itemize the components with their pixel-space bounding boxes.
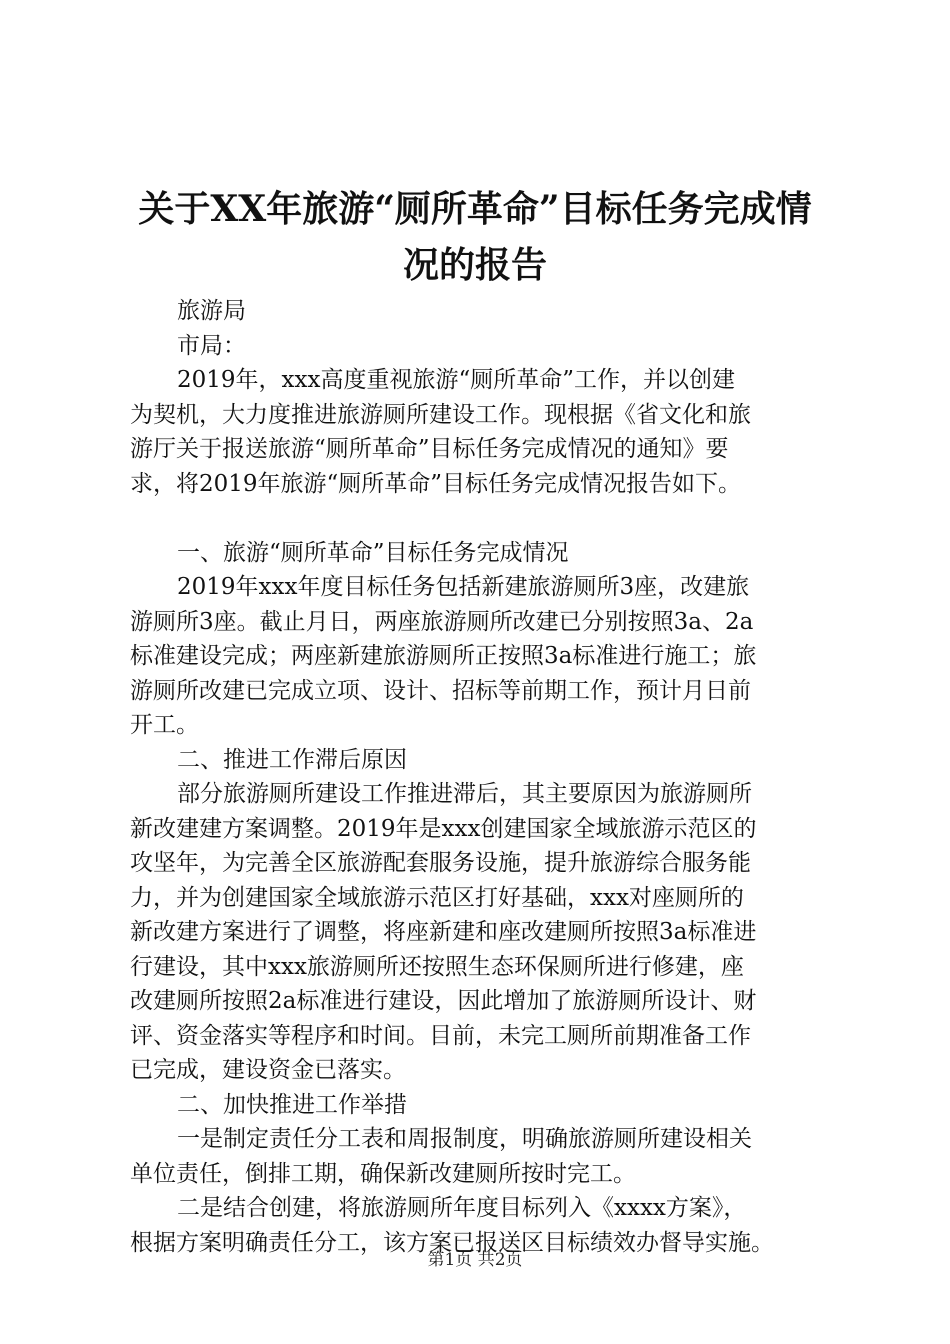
paragraph-line: 游厕所改建已完成立项、设计、招标等前期工作，预计月日前: [130, 677, 751, 704]
document-title-line-2: 况的报告: [402, 244, 547, 286]
paragraph-line: 攻坚年，为完善全区旅游配套服务设施，提升旅游综合服务能: [130, 850, 751, 876]
paragraph-line: 求，将2019年旅游“厕所革命”目标任务完成情况报告如下。: [130, 470, 742, 497]
paragraph-line: 力，并为创建国家全域旅游示范区打好基础，xxx对座厕所的: [130, 884, 744, 911]
paragraph-line: 部分旅游厕所建设工作推进滞后，其主要原因为旅游厕所: [177, 781, 752, 807]
paragraph-line: 行建设，其中xxx旅游厕所还按照生态环保厕所进行修建，座: [130, 953, 744, 980]
paragraph-line: 标准建设完成；两座新建旅游厕所正按照3a标准进行施工；旅: [130, 643, 757, 669]
paragraph-line: 2019年xxx年度目标任务包括新建旅游厕所3座，改建旅: [177, 574, 750, 600]
paragraph-line: 新改建建方案调整。2019年是xxx创建国家全域旅游示范区的: [130, 815, 757, 842]
paragraph-line: 已完成，建设资金已落实。: [130, 1057, 406, 1083]
paragraph-line: 为契机，大力度推进旅游厕所建设工作。现根据《省文化和旅: [130, 401, 751, 428]
section-heading: 一、旅游“厕所革命”目标任务完成情况: [177, 539, 569, 566]
paragraph-line: 二是结合创建，将旅游厕所年度目标列入《xxxx方案》，: [177, 1195, 747, 1221]
paragraph-line: 一是制定责任分工表和周报制度，明确旅游厕所建设相关: [177, 1126, 752, 1152]
paragraph-line: 开工。: [130, 712, 199, 738]
paragraph-line: 单位责任，倒排工期，确保新改建厕所按时完工。: [130, 1160, 636, 1187]
document-body: [130, 294, 830, 1260]
paragraph-line: 游厕所3座。截止月日，两座旅游厕所改建已分别按照3a、2a: [130, 608, 754, 635]
paragraph-line: 改建厕所按照2a标准进行建设，因此增加了旅游厕所设计、财: [130, 988, 757, 1014]
blank-line: [130, 501, 830, 536]
paragraph-line: 2019年，xxx高度重视旅游“厕所革命”工作，并以创建: [177, 367, 735, 393]
paragraph-line: 根据方案明确责任分工，该方案已报送区目标绩效办督导实施。: [130, 1229, 774, 1256]
paragraph-line: 新改建方案进行了调整，将座新建和座改建厕所按照3a标准进: [130, 919, 757, 945]
document-title-line-1: 关于XX年旅游“厕所革命”目标任务完成情: [138, 188, 812, 230]
page-number-current: 第1页: [427, 1250, 473, 1270]
paragraph-line: 游厅关于报送旅游“厕所革命”目标任务完成情况的通知》要: [130, 436, 729, 462]
section-heading: 二、加快推进工作举措: [177, 1091, 407, 1118]
recipient-line: 市局：: [177, 332, 246, 359]
page-number-total: 共2页: [477, 1250, 523, 1270]
page-footer: [0, 1248, 950, 1272]
section-heading: 二、推进工作滞后原因: [177, 746, 407, 773]
recipient-line: 旅游局: [177, 298, 246, 324]
paragraph-line: 评、资金落实等程序和时间。目前，未完工厕所前期准备工作: [130, 1022, 751, 1049]
